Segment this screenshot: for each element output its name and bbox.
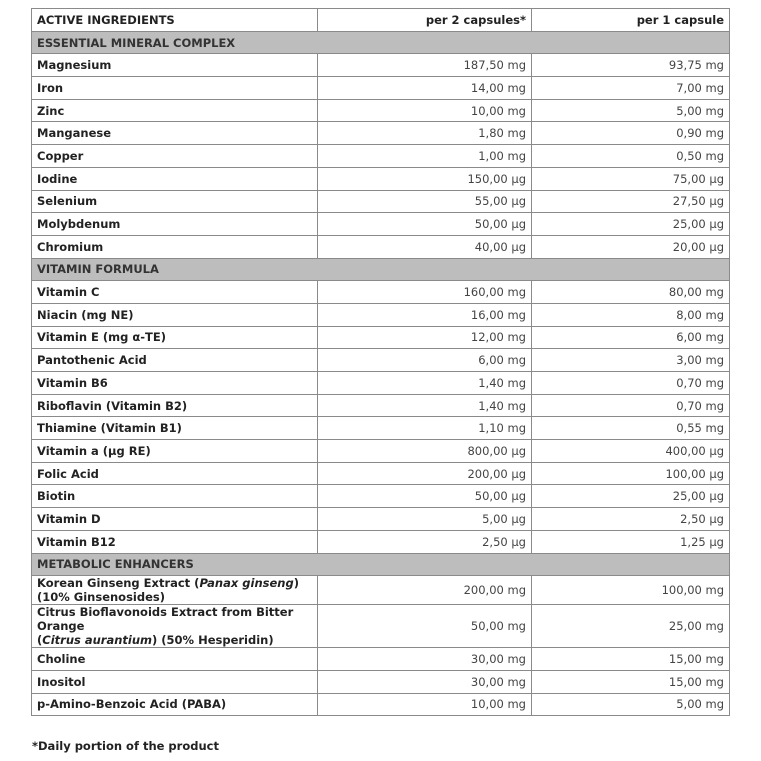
table-row bbox=[32, 281, 730, 304]
header-per-1-capsule: per 1 capsule bbox=[532, 9, 730, 32]
table-row bbox=[32, 303, 730, 326]
value-per-2-capsules: 30,00 mg bbox=[318, 670, 532, 693]
ingredient-name: Inositol bbox=[32, 670, 318, 693]
value-per-2-capsules: 150,00 µg bbox=[318, 167, 532, 190]
value-per-2-capsules: 1,40 mg bbox=[318, 372, 532, 395]
value-per-2-capsules: 10,00 mg bbox=[318, 99, 532, 122]
ingredient-name: Iron bbox=[32, 77, 318, 100]
value-per-2-capsules: 200,00 mg bbox=[318, 576, 532, 605]
table-row bbox=[32, 508, 730, 531]
value-per-1-capsule: 7,00 mg bbox=[532, 77, 730, 100]
section-title: METABOLIC ENHANCERS bbox=[32, 553, 730, 576]
ingredient-name-part: ( bbox=[37, 633, 43, 648]
ingredient-name: Niacin (mg NE) bbox=[32, 303, 318, 326]
table-row bbox=[32, 605, 730, 648]
value-per-2-capsules: 50,00 µg bbox=[318, 213, 532, 236]
value-per-2-capsules: 16,00 mg bbox=[318, 303, 532, 326]
ingredient-name: Manganese bbox=[32, 122, 318, 145]
value-per-1-capsule: 27,50 µg bbox=[532, 190, 730, 213]
ingredient-name-part: Panax ginseng bbox=[199, 576, 294, 591]
table-body bbox=[32, 31, 730, 716]
ingredient-name: Biotin bbox=[32, 485, 318, 508]
ingredient-name: p-Amino-Benzoic Acid (PABA) bbox=[32, 693, 318, 716]
ingredient-name: Vitamin D bbox=[32, 508, 318, 531]
table-row bbox=[32, 326, 730, 349]
table-row bbox=[32, 122, 730, 145]
value-per-2-capsules: 1,40 mg bbox=[318, 394, 532, 417]
value-per-1-capsule: 400,00 µg bbox=[532, 440, 730, 463]
value-per-1-capsule: 6,00 mg bbox=[532, 326, 730, 349]
value-per-1-capsule: 2,50 µg bbox=[532, 508, 730, 531]
footnote: *Daily portion of the product bbox=[32, 739, 219, 753]
section-title: VITAMIN FORMULA bbox=[32, 258, 730, 281]
section-header-row bbox=[32, 553, 730, 576]
value-per-2-capsules: 14,00 mg bbox=[318, 77, 532, 100]
value-per-1-capsule: 20,00 µg bbox=[532, 235, 730, 258]
header-ingredients: ACTIVE INGREDIENTS bbox=[32, 9, 318, 32]
value-per-2-capsules: 2,50 µg bbox=[318, 530, 532, 553]
ingredient-name: Thiamine (Vitamin B1) bbox=[32, 417, 318, 440]
value-per-1-capsule: 80,00 mg bbox=[532, 281, 730, 304]
value-per-2-capsules: 1,10 mg bbox=[318, 417, 532, 440]
value-per-2-capsules: 30,00 mg bbox=[318, 648, 532, 671]
value-per-1-capsule: 1,25 µg bbox=[532, 530, 730, 553]
value-per-1-capsule: 25,00 µg bbox=[532, 485, 730, 508]
value-per-1-capsule: 0,50 mg bbox=[532, 145, 730, 168]
value-per-2-capsules: 187,50 mg bbox=[318, 54, 532, 77]
value-per-2-capsules: 40,00 µg bbox=[318, 235, 532, 258]
table-row bbox=[32, 145, 730, 168]
value-per-1-capsule: 0,70 mg bbox=[532, 372, 730, 395]
table-row bbox=[32, 235, 730, 258]
table-row bbox=[32, 648, 730, 671]
ingredient-name: Selenium bbox=[32, 190, 318, 213]
value-per-1-capsule: 8,00 mg bbox=[532, 303, 730, 326]
ingredient-name: Copper bbox=[32, 145, 318, 168]
nutrition-table bbox=[31, 8, 730, 716]
value-per-1-capsule: 25,00 µg bbox=[532, 213, 730, 236]
ingredient-name: Choline bbox=[32, 648, 318, 671]
table-row bbox=[32, 462, 730, 485]
value-per-2-capsules: 10,00 mg bbox=[318, 693, 532, 716]
ingredient-name bbox=[32, 605, 318, 648]
table-row bbox=[32, 99, 730, 122]
table-row bbox=[32, 394, 730, 417]
ingredient-name: Iodine bbox=[32, 167, 318, 190]
table-row bbox=[32, 670, 730, 693]
value-per-1-capsule: 15,00 mg bbox=[532, 670, 730, 693]
ingredient-name: Vitamin B12 bbox=[32, 530, 318, 553]
table-row bbox=[32, 54, 730, 77]
value-per-2-capsules: 50,00 µg bbox=[318, 485, 532, 508]
ingredient-name-part: (10% Ginsenosides) bbox=[37, 590, 166, 605]
section-header-row bbox=[32, 258, 730, 281]
value-per-1-capsule: 25,00 mg bbox=[532, 605, 730, 648]
section-title: ESSENTIAL MINERAL COMPLEX bbox=[32, 31, 730, 54]
ingredient-name: Vitamin a (µg RE) bbox=[32, 440, 318, 463]
value-per-1-capsule: 0,70 mg bbox=[532, 394, 730, 417]
value-per-1-capsule: 3,00 mg bbox=[532, 349, 730, 372]
value-per-1-capsule: 5,00 mg bbox=[532, 99, 730, 122]
table-row bbox=[32, 349, 730, 372]
value-per-2-capsules: 55,00 µg bbox=[318, 190, 532, 213]
section-header-row bbox=[32, 31, 730, 54]
table-row bbox=[32, 576, 730, 605]
ingredient-name: Vitamin C bbox=[32, 281, 318, 304]
table-row bbox=[32, 77, 730, 100]
table-row bbox=[32, 485, 730, 508]
value-per-2-capsules: 6,00 mg bbox=[318, 349, 532, 372]
table-row bbox=[32, 190, 730, 213]
ingredient-name: Vitamin B6 bbox=[32, 372, 318, 395]
table-row bbox=[32, 440, 730, 463]
ingredient-name-part: Korean Ginseng Extract ( bbox=[37, 576, 200, 591]
ingredient-name-part: Citrus aurantium bbox=[42, 633, 153, 648]
value-per-1-capsule: 15,00 mg bbox=[532, 648, 730, 671]
value-per-2-capsules: 1,00 mg bbox=[318, 145, 532, 168]
table-header-row bbox=[32, 9, 730, 32]
ingredient-name: Molybdenum bbox=[32, 213, 318, 236]
table-row bbox=[32, 417, 730, 440]
ingredient-name: Magnesium bbox=[32, 54, 318, 77]
value-per-2-capsules: 800,00 µg bbox=[318, 440, 532, 463]
ingredient-name-part: Citrus Bioflavonoids Extract from Bitter Orange bbox=[37, 605, 294, 634]
ingredient-name: Chromium bbox=[32, 235, 318, 258]
value-per-2-capsules: 5,00 µg bbox=[318, 508, 532, 531]
value-per-2-capsules: 12,00 mg bbox=[318, 326, 532, 349]
header-per-2-capsules: per 2 capsules* bbox=[318, 9, 532, 32]
value-per-1-capsule: 100,00 mg bbox=[532, 576, 730, 605]
ingredient-name: Folic Acid bbox=[32, 462, 318, 485]
table-row bbox=[32, 213, 730, 236]
table-row bbox=[32, 372, 730, 395]
value-per-2-capsules: 1,80 mg bbox=[318, 122, 532, 145]
value-per-1-capsule: 0,90 mg bbox=[532, 122, 730, 145]
table-row bbox=[32, 167, 730, 190]
ingredient-name bbox=[32, 576, 318, 605]
value-per-2-capsules: 200,00 µg bbox=[318, 462, 532, 485]
value-per-1-capsule: 93,75 mg bbox=[532, 54, 730, 77]
ingredient-name-part: ) bbox=[293, 576, 299, 591]
ingredient-name: Zinc bbox=[32, 99, 318, 122]
table-row bbox=[32, 693, 730, 716]
ingredient-name: Pantothenic Acid bbox=[32, 349, 318, 372]
value-per-2-capsules: 50,00 mg bbox=[318, 605, 532, 648]
ingredient-name-part: ) (50% Hesperidin) bbox=[152, 633, 274, 648]
ingredient-name: Vitamin E (mg α-TE) bbox=[32, 326, 318, 349]
value-per-1-capsule: 75,00 µg bbox=[532, 167, 730, 190]
ingredient-name: Riboflavin (Vitamin B2) bbox=[32, 394, 318, 417]
table-row bbox=[32, 530, 730, 553]
value-per-1-capsule: 5,00 mg bbox=[532, 693, 730, 716]
value-per-1-capsule: 0,55 mg bbox=[532, 417, 730, 440]
value-per-2-capsules: 160,00 mg bbox=[318, 281, 532, 304]
value-per-1-capsule: 100,00 µg bbox=[532, 462, 730, 485]
